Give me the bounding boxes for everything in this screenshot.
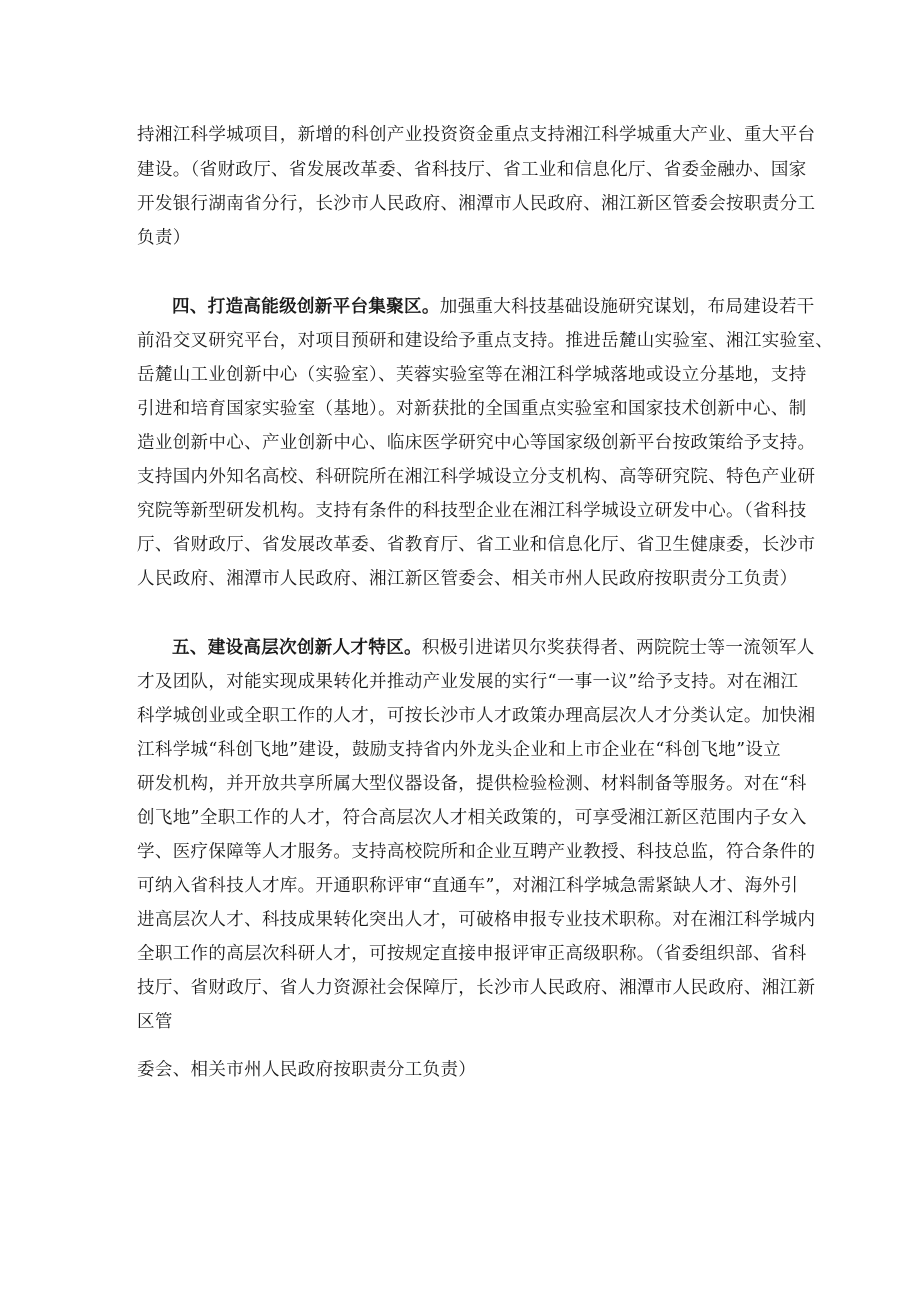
text-line: 持湘江科学城项目，新增的科创产业投资资金重点支持湘江科学城重大产业、重大平台 — [137, 125, 816, 145]
text-line: 才及团队，对能实现成果转化并推动产业发展的实行“一事一议”给予支持。对在湘江 — [137, 672, 799, 692]
text-run: 积极引进诺贝尔奖获得者、两院院士等一流领军人 — [421, 638, 815, 658]
text-line: 究院等新型研发机构。支持有条件的科技型企业在湘江科学城设立研发中心。（省科技 — [137, 501, 807, 521]
section-heading: 五、建设高层次创新人才特区。 — [172, 638, 422, 658]
text-line: 开发银行湖南省分行，长沙市人民政府、湘潭市人民政府、湘江新区管委会按职责分工 — [137, 194, 816, 214]
text-line: 人民政府、湘潭市人民政府、湘江新区管委会、相关市州人民政府按职责分工负责） — [137, 569, 798, 589]
text-line: 前沿交叉研究平台，对项目预研和建设给予重点支持。推进岳麓山实验室、湘江实验室、 — [137, 331, 834, 351]
text-line: 科学城创业或全职工作的人才，可按长沙市人才政策办理高层次人才分类认定。加快湘 — [137, 706, 816, 726]
text-line: 厅、省财政厅、省发展改革委、省教育厅、省工业和信息化厅、省卫生健康委，长沙市 — [137, 535, 816, 555]
text-line: 技厅、省财政厅、省人力资源社会保障厅，长沙市人民政府、湘潭市人民政府、湘江新 — [137, 978, 816, 998]
section-heading: 四、打造高能级创新平台集聚区。 — [172, 297, 440, 317]
text-line: 可纳入省科技人才库。开通职称评审“直通车”，对湘江科学城急需紧缺人才、海外引 — [137, 876, 799, 896]
text-line: 进高层次人才、科技成果转化突出人才，可破格申报专业技术职称。对在湘江科学城内 — [137, 910, 816, 930]
text-line: 创飞地”全职工作的人才，符合高层次人才相关政策的，可享受湘江新区范围内子女入 — [137, 808, 807, 828]
text-line: 委会、相关市州人民政府按职责分工负责） — [137, 1060, 477, 1080]
text-line: 区管 — [137, 1012, 173, 1032]
text-run: 加强重大科技基础设施研究谋划，布局建设若干 — [439, 297, 815, 317]
text-line-first — [172, 637, 815, 659]
text-line: 岳麓山工业创新中心（实验室）、芙蓉实验室等在湘江科学城落地或设立分基地，支持 — [137, 365, 807, 385]
text-line: 造业创新中心、产业创新中心、临床医学研究中心等国家级创新平台按政策给予支持。 — [137, 433, 816, 453]
text-line: 全职工作的高层次科研人才，可按规定直接申报评审正高级职称。（省委组织部、省科 — [137, 944, 807, 964]
text-line: 负责） — [137, 228, 191, 248]
text-line: 研发机构，并开放共享所属大型仪器设备，提供检验检测、材料制备等服务。对在“科 — [137, 774, 807, 794]
text-line: 江科学城“科创飞地”建设，鼓励支持省内外龙头企业和上市企业在“科创飞地”设立 — [137, 740, 782, 760]
text-line: 学、医疗保障等人才服务。支持高校院所和企业互聘产业教授、科技总监，符合条件的 — [137, 842, 816, 862]
text-line: 引进和培育国家实验室（基地）。对新获批的全国重点实验室和国家技术创新中心、制 — [137, 399, 807, 419]
text-line: 建设。（省财政厅、省发展改革委、省科技厅、省工业和信息化厅、省委金融办、国家 — [137, 160, 807, 180]
text-line-first — [172, 296, 815, 318]
text-line: 支持国内外知名高校、科研院所在湘江科学城设立分支机构、高等研究院、特色产业研 — [137, 467, 816, 487]
